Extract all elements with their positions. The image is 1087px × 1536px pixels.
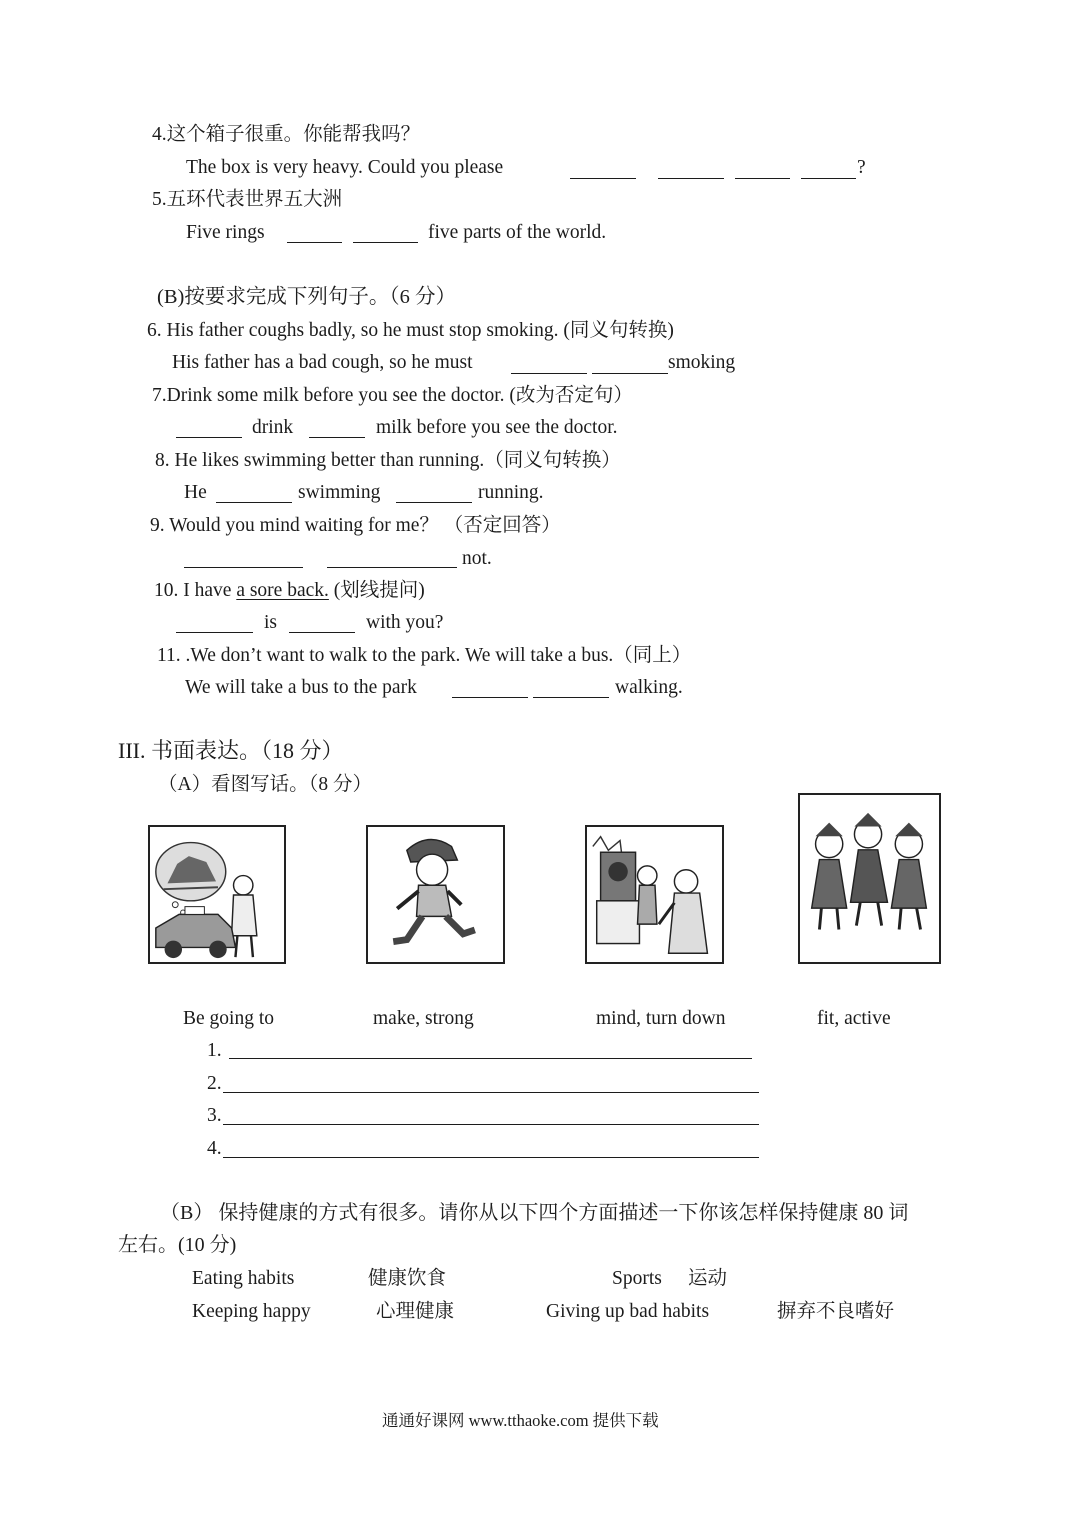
question-10-answer-b: with you? [366,612,444,633]
topic-en-1: Eating habits [192,1268,295,1289]
answer-blank[interactable] [570,178,636,179]
topic-cn-2: 运动 [688,1268,728,1289]
picture-label-1: Be going to [183,1008,274,1029]
question-10-post: (划线提问) [333,580,425,601]
running-boy-icon [366,825,505,964]
answer-blank[interactable] [658,178,724,179]
taxi-trip-icon [148,825,286,964]
answer-blank[interactable] [327,567,457,568]
question-4-english: The box is very heavy. Could you please [186,157,504,178]
question-4-end: ? [857,157,866,178]
answer-blank[interactable] [396,502,472,503]
answer-blank[interactable] [511,373,587,374]
topic-cn-1: 健康饮食 [368,1268,447,1289]
answer-blank[interactable] [309,437,365,438]
writing-line-number: 2. [207,1073,222,1094]
picture-label-3: mind, turn down [596,1008,726,1029]
answer-blank[interactable] [289,632,355,633]
topic-en-4: Giving up bad habits [546,1301,710,1322]
answer-blank[interactable] [592,373,668,374]
question-10-pre: 10. I have [154,580,232,601]
question-10-underlined: a sore back. [236,580,329,601]
question-8-answer-c: running. [478,482,544,503]
writing-line-number: 4. [207,1138,222,1159]
question-7-answer-b: milk before you see the doctor. [376,417,618,438]
question-10-answer-a: is [264,612,278,633]
question-5-english-b: five parts of the world. [428,222,607,243]
answer-blank[interactable] [184,567,303,568]
picture-label-2: make, strong [373,1008,474,1029]
question-8-answer-a: He [184,482,207,503]
answer-blank[interactable] [801,178,856,179]
question-4-chinese: 4.这个箱子很重。你能帮我吗？ [152,124,421,145]
question-7: 7.Drink some milk before you see the doctor. (改为否定句） [152,385,633,406]
writing-line[interactable] [223,1092,759,1093]
writing-line[interactable] [229,1058,752,1059]
answer-blank[interactable] [176,437,242,438]
topic-en-2: Sports [612,1268,662,1289]
question-6-answer-pre: His father has a bad cough, so he must [172,352,473,373]
picture-label-4: fit, active [817,1008,891,1029]
answer-blank[interactable] [176,632,253,633]
topic-en-3: Keeping happy [192,1301,311,1322]
question-6: 6. His father coughs badly, so he must stop smoking. (同义句转换) [147,320,674,341]
writing-line[interactable] [223,1124,759,1125]
answer-blank[interactable] [287,242,342,243]
writing-line-number: 3. [207,1105,222,1126]
question-11-answer-b: walking. [615,677,683,698]
question-5-chinese: 5.五环代表世界五大洲 [152,189,343,210]
answer-blank[interactable] [216,502,292,503]
question-9-answer-end: not. [462,548,492,569]
answer-blank[interactable] [735,178,790,179]
question-8-answer-b: swimming [298,482,381,503]
question-5-english-a: Five rings [186,222,265,243]
topic-cn-3: 心理健康 [376,1301,455,1322]
question-8: 8. He likes swimming better than running.（同义句转换） [155,450,621,471]
answer-blank[interactable] [452,697,528,698]
question-10 [154,579,425,603]
question-9: 9. Would you mind waiting for me？ （否定回答） [150,515,561,536]
loud-radio-icon [585,825,724,964]
section-3b-prompt-line1: （B） 保持健康的方式有很多。请你从以下四个方面描述一下你该怎样保持健康 80 词 [160,1202,909,1224]
footer-text: 通通好课网 www.tthaoke.com 提供下载 [382,1411,659,1430]
topic-cn-4: 摒弃不良嗜好 [777,1301,895,1322]
question-11-answer-a: We will take a bus to the park [185,677,417,698]
writing-line-number: 1. [207,1040,222,1061]
answer-blank[interactable] [353,242,418,243]
section-b-title: (B)按要求完成下列句子。（6 分） [157,286,456,308]
question-11: 11. .We don’t want to walk to the park. We will take a bus.（同上） [157,645,692,666]
section-3-title: III. 书面表达。（18 分） [118,738,344,763]
section-3b-prompt-line2: 左右。(10 分) [118,1234,237,1256]
question-7-answer-a: drink [252,417,294,438]
writing-line[interactable] [223,1157,759,1158]
answer-blank[interactable] [533,697,609,698]
question-6-answer-post: smoking [668,352,736,373]
section-3a-title: （A）看图写话。（8 分） [158,774,372,795]
dancing-girls-icon [798,793,941,964]
